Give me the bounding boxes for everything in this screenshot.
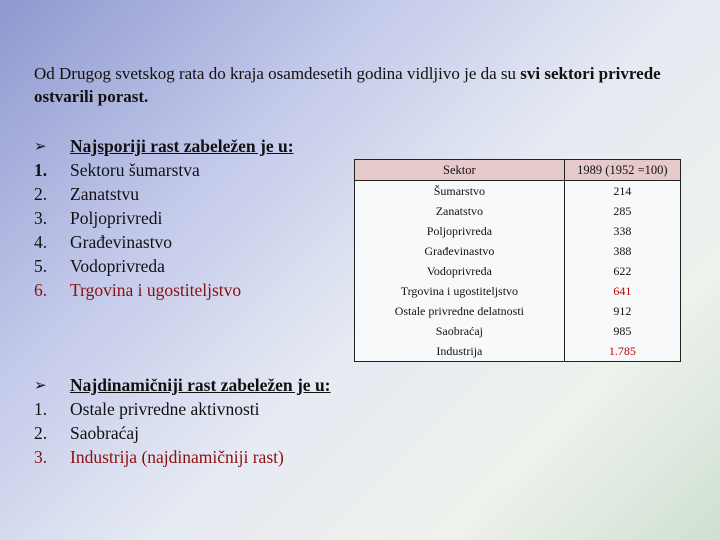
list-item: [34, 182, 294, 206]
arrow-bullet-icon: ➢: [34, 376, 47, 394]
growth-table: [354, 159, 681, 362]
table-row: [355, 261, 681, 281]
fastest-heading-row: [34, 373, 331, 397]
list-item-label: Saobraćaj: [70, 423, 139, 443]
table-cell-value: 622: [564, 261, 680, 281]
intro-paragraph: [34, 62, 674, 108]
intro-bold-text: svi sektori privrede ostvarili porast.: [34, 64, 661, 106]
table-cell-value: 285: [564, 201, 680, 221]
list-item-number: 3.: [34, 447, 48, 467]
table-header-row: [355, 160, 681, 181]
list-item-label: Zanatstvu: [70, 184, 140, 204]
table-cell-sector: Građevinastvo: [355, 241, 565, 261]
fastest-growth-list: [34, 373, 331, 469]
table-cell-value: 338: [564, 221, 680, 241]
list-item: [34, 254, 294, 278]
fastest-heading: Najdinamičniji rast zabeležen je u:: [70, 375, 331, 395]
table-cell-sector: Zanatstvo: [355, 201, 565, 221]
list-item-label: Ostale privredne aktivnosti: [70, 399, 260, 419]
list-item: [34, 230, 294, 254]
list-item-label: Poljoprivredi: [70, 208, 163, 228]
table-cell-value: 985: [564, 321, 680, 341]
list-item: [34, 158, 294, 182]
list-item-number: 6.: [34, 280, 48, 300]
list-item: [34, 206, 294, 230]
table-cell-sector: Poljoprivreda: [355, 221, 565, 241]
table-cell-sector: Ostale privredne delatnosti: [355, 301, 565, 321]
list-item-number: 5.: [34, 256, 48, 276]
slowest-growth-list: [34, 134, 294, 302]
list-item-label: Industrija (najdinamičniji rast): [70, 447, 284, 467]
slowest-heading-row: [34, 134, 294, 158]
list-item-number: 1.: [34, 160, 48, 180]
table-row: [355, 281, 681, 301]
list-item: [34, 397, 331, 421]
table-row: [355, 321, 681, 341]
table-row: [355, 301, 681, 321]
table-cell-sector: Industrija: [355, 341, 565, 362]
table-cell-sector: Trgovina i ugostiteljstvo: [355, 281, 565, 301]
table-cell-value: 388: [564, 241, 680, 261]
table-cell-value-highlight: 641: [564, 281, 680, 301]
table-header-sector: Sektor: [355, 160, 565, 181]
table-cell-sector: Šumarstvo: [355, 181, 565, 202]
table-row: [355, 241, 681, 261]
list-item: [34, 445, 331, 469]
table-row: [355, 341, 681, 362]
list-item-label: Trgovina i ugostiteljstvo: [70, 280, 242, 300]
table-cell-sector: Vodoprivreda: [355, 261, 565, 281]
list-item-number: 3.: [34, 208, 48, 228]
list-item-label: Građevinastvo: [70, 232, 173, 252]
list-item-label: Sektoru šumarstva: [70, 160, 200, 180]
table-row: [355, 181, 681, 202]
list-item-label: Vodoprivreda: [70, 256, 165, 276]
list-item: [34, 421, 331, 445]
arrow-bullet-icon: ➢: [34, 137, 47, 155]
list-item-number: 1.: [34, 399, 48, 419]
table-cell-value: 912: [564, 301, 680, 321]
table-cell-value-highlight: 1.785: [564, 341, 680, 362]
list-item: [34, 278, 294, 302]
table-cell-sector: Saobraćaj: [355, 321, 565, 341]
list-item-number: 4.: [34, 232, 48, 252]
list-item-number: 2.: [34, 184, 48, 204]
intro-text: Od Drugog svetskog rata do kraja osamdesetih godina vidljivo je da su: [34, 64, 517, 83]
table-header-index: 1989 (1952 =100): [564, 160, 680, 181]
list-item-number: 2.: [34, 423, 48, 443]
slowest-heading: Najsporiji rast zabeležen je u:: [70, 136, 294, 156]
table-row: [355, 201, 681, 221]
table-cell-value: 214: [564, 181, 680, 202]
table-row: [355, 221, 681, 241]
